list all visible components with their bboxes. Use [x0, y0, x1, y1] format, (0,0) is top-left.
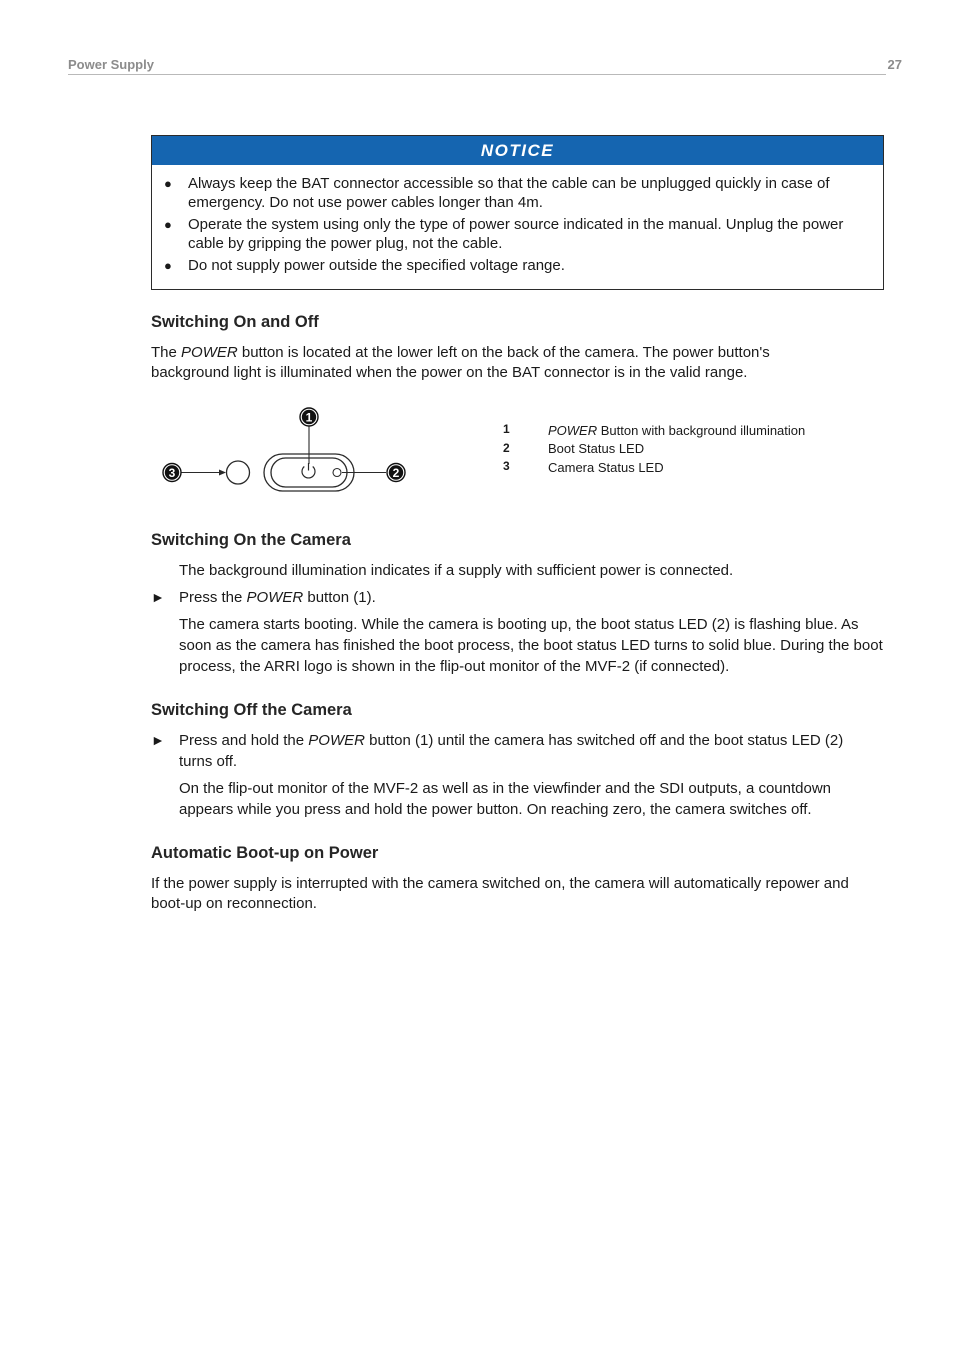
- heading-switching-on-off: Switching On and Off: [151, 313, 319, 331]
- bullet-icon: ●: [164, 258, 172, 273]
- bullet-icon: ●: [164, 217, 172, 232]
- paragraph-illumination: The background illumination indicates if a supply with sufficient power is connected.: [179, 562, 734, 579]
- step-press-hold-power: Press and hold the POWER button (1) until the camera has switched off and the boot status LED (2) turns off.: [179, 732, 844, 770]
- legend-number-1: 1: [503, 422, 510, 436]
- boot-status-led: [333, 469, 341, 477]
- notice-item-text: Do not supply power outside the specified voltage range.: [188, 257, 565, 274]
- step-arrow-icon: ►: [151, 589, 165, 605]
- heading-automatic-boot: Automatic Boot-up on Power: [151, 844, 379, 862]
- svg-text:2: 2: [392, 466, 400, 480]
- step-arrow-icon: ►: [151, 732, 165, 748]
- paragraph-automatic-boot: If the power supply is interrupted with the camera switched on, the camera will automatically repower and boot-up on reconnection.: [151, 875, 849, 912]
- notice-item: [152, 215, 883, 253]
- header-rule: [68, 74, 886, 75]
- heading-switching-off-camera: Switching Off the Camera: [151, 701, 352, 719]
- callout-2: [387, 464, 405, 482]
- notice-item-text: Always keep the BAT connector accessible so that the cable can be unplugged quickly in case of emergency. Do not use power cables longer than 4m.: [188, 175, 830, 211]
- bullet-icon: ●: [164, 176, 172, 191]
- paragraph-countdown: On the flip-out monitor of the MVF-2 as well as in the viewfinder and the SDI outputs, a countdown appears while you press and hold the power button. On reaching zero, the camera switches off.: [179, 780, 832, 818]
- camera-status-led: [227, 461, 250, 484]
- legend-text-1: POWER Button with background illumination: [548, 423, 806, 438]
- svg-text:3: 3: [168, 466, 176, 480]
- power-symbol-icon: [302, 463, 315, 478]
- legend-number-2: 2: [503, 441, 510, 455]
- notice-box: [151, 135, 884, 290]
- notice-item-text: Operate the system using only the type of power source indicated in the manual. Unplug the power cable by gripping the power plug, not the cable.: [188, 216, 844, 252]
- legend-number-3: 3: [503, 459, 510, 473]
- callout-1: [300, 408, 318, 426]
- notice-list: [152, 174, 883, 275]
- paragraph-boot-result: The camera starts booting. While the camera is booting up, the boot status LED (2) is flashing blue. As soon as the camera has finished the boot process, the boot status LED turns to solid blue. During the boot process, the ARRI logo is shown in the flip-out monitor of the MVF-2 (if connected).: [179, 616, 883, 675]
- power-button-diagram: [160, 403, 420, 498]
- leader-arrow-3: [219, 470, 226, 476]
- paragraph-power-button-location: The POWER button is located at the lower left on the back of the camera. The power button's background light is illuminated when the power on the BAT connector is in the valid range.: [151, 344, 770, 381]
- svg-text:1: 1: [305, 410, 313, 425]
- callout-3: [163, 464, 181, 482]
- page-number: 27: [887, 57, 902, 72]
- notice-item: [152, 174, 883, 212]
- running-header-section: Power Supply: [68, 57, 154, 72]
- notice-item: [152, 256, 883, 275]
- legend-text-2: Boot Status LED: [548, 441, 645, 456]
- legend-text-3: Camera Status LED: [548, 460, 664, 475]
- step-press-power: Press the POWER button (1).: [179, 589, 376, 606]
- notice-title: NOTICE: [152, 136, 883, 165]
- heading-switching-on-camera: Switching On the Camera: [151, 531, 351, 549]
